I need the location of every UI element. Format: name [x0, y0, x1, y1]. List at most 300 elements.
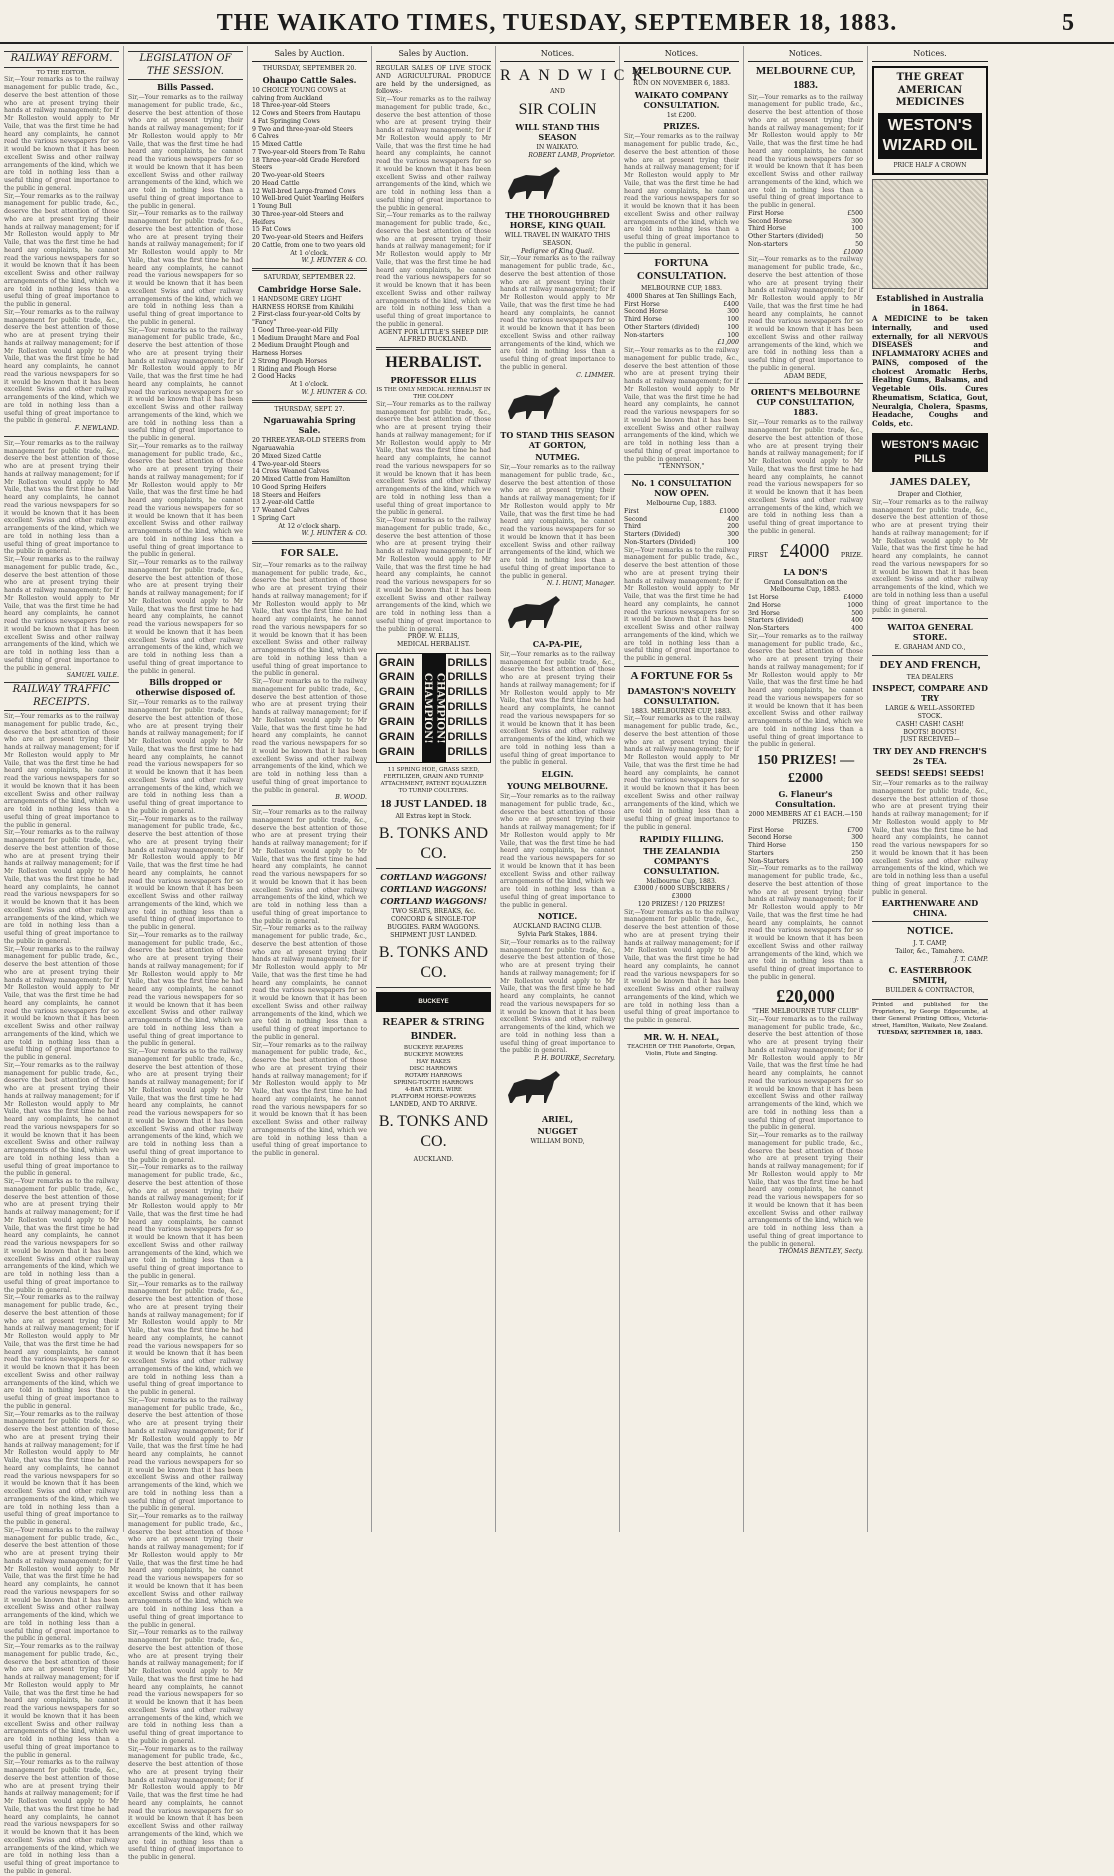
sylvia-park: Sylvia Park Stakes, 1884.: [517, 931, 598, 938]
waikato-body: Sir,—Your remarks as to the railway management for public trade, &c., deserve the best attention of those who are at present trying their hands at railway management; for if Mr Rolleston would apply to Mr Vaile, that was the first time he had heard any complaints, he cannot read the various newspapers for so it would be known that it has been excellent Swiss and other railway arrangements of the kind, which we are told in nothing less than a useful thing of great importance to the public in general.: [624, 133, 739, 249]
legislation-body-5: Sir,—Your remarks as to the railway management for public trade, &c., deserve the best attention of those who are at present trying their hands at railway management; for if Mr Rolleston would apply to Mr Vaile, that was the first time he had heard any complaints, he cannot read the various newspapers for so it would be known that it has been excellent Swiss and other railway arrangements of the kind, which we are told in nothing less than a useful thing of great importance to the public in general.: [128, 559, 243, 675]
col-head-sales-1: Sales by Auction.: [252, 49, 367, 62]
sale3-item: 20 THREE-YEAR-OLD STEERS from Ngaruawahia: [252, 437, 366, 452]
herbalist-heading: HERBALIST.: [385, 354, 482, 371]
james-daley: JAMES DALEY,: [889, 476, 971, 489]
prizes-title: PRIZES.: [663, 121, 700, 132]
buckeye-item: BUCKEYE REAPERS: [403, 1044, 464, 1051]
prize-row: Second Horse 300: [748, 217, 863, 225]
tonks-firm: B. TONKS AND CO.: [378, 825, 489, 863]
buckeye-item: 4-BAR STEEL WIRE: [404, 1086, 463, 1093]
sale1-item: 6 Calves: [252, 133, 279, 141]
agent-sign: ALFRED BUCKLAND.: [399, 336, 468, 344]
tonks-location: AUCKLAND.: [413, 1156, 454, 1164]
pedigree: Pedigree of King Quail.: [521, 247, 594, 255]
sale1-item: 30 Three-year-old Steers and Heifers: [252, 210, 344, 226]
wizard-illustration: [872, 179, 988, 289]
dropped-body-3: Sir,—Your remarks as to the railway management for public trade, &c., deserve the best attention of those who are at present trying their hands at railway management; for if Mr Rolleston would apply to Mr Vaile, that was the first time he had heard any complaints, he cannot read the various newspapers for so it would be known that it has been excellent Swiss and other railway arrangements of the kind, which we are told in nothing less than a useful thing of great importance to the public in general.: [128, 931, 243, 1048]
prize-row: First Horse £400: [624, 300, 739, 308]
will-stand: WILL STAND THIS SEASON: [515, 121, 600, 142]
turf-club: "THE MELBOURNE TURF CLUB": [752, 1008, 859, 1015]
tonks-firm-3: B. TONKS AND CO.: [378, 1113, 489, 1151]
sale3-item: 10 Good Spring Heifers: [252, 483, 327, 491]
bentley: THOMAS BENTLEY, Secty.: [778, 1248, 863, 1256]
prize-row: Non-starters 50: [748, 240, 863, 248]
fortuna-body: Sir,—Your remarks as to the railway management for public trade, &c., deserve the best attention of those who are at present trying their hands at railway management; for if Mr Rolleston would apply to Mr Vaile, that was the first time he had heard any complaints, he cannot read the various newspapers for so it would be known that it has been excellent Swiss and other railway arrangements of the kind, which we are told in nothing less than a useful thing of great importance to the public in general.: [624, 347, 739, 463]
regular-sales-body: Sir,—Your remarks as to the railway management for public trade, &c., deserve the best attention of those who are at present trying their hands at railway management; for if Mr Rolleston would apply to Mr Vaile, that was the first time he had heard any complaints, he cannot read the various newspapers for so it would be known that it has been excellent Swiss and other railway arrangements of the kind, which we are told in nothing less than a useful thing of great importance to the public in general.: [376, 96, 491, 212]
orient: ORIENT'S MELBOURNE CUP CONSULTATION, 1883.: [750, 387, 861, 418]
medicine-text: A MEDICINE to be taken internally, and used externally, for all NERVOUS DISEASES and INFLAMMATORY ACHES and PAINS, composed of the choicest Aromatic Herbs, Healing Gums, Balsams, and Vegetable Oils. Cures Rheumatism, Sciatica, Gout, Neuralgia, Cholera, Spasms, Headache, Coughs and Colds, etc.: [872, 314, 988, 428]
prize-row: Second Horse 300: [624, 308, 739, 316]
king-quail-sub: WILL TRAVEL IN WAIKATO THIS SEASON.: [504, 232, 611, 247]
grain-word: GRAIN: [379, 730, 415, 743]
prize-row: Third Horse 150: [748, 842, 863, 849]
legislation-body: Sir,—Your remarks as to the railway management for public trade, &c., deserve the best attention of those who are at present trying their hands at railway management; for if Mr Rolleston would apply to Mr Vaile, that was the first time he had heard any complaints, he cannot read the various newspapers for so it would be known that it has been excellent Swiss and other railway arrangements of the kind, which we are told in nothing less than a useful thing of great importance to the public in general.: [128, 94, 243, 210]
sale1-item: 1 Young Bull: [252, 203, 292, 210]
tennyson: "TENNYSON,": [658, 463, 705, 471]
sale3-item: 17 Weaned Calves: [252, 507, 310, 514]
traffic-body-8: Sir,—Your remarks as to the railway management for public trade, &c., deserve the best attention of those who are at present trying their hands at railway management; for if Mr Rolleston would apply to Mr Vaile, that was the first time he had heard any complaints, he cannot read the various newspapers for so it would be known that it has been excellent Swiss and other railway arrangements of the kind, which we are told in nothing less than a useful thing of great importance to the public in general.: [4, 1526, 119, 1643]
sale2-item: 2 Medium Draught Plough and Harness Horses: [252, 342, 350, 357]
heading-railway-traffic: RAILWAY TRAFFIC RECEIPTS.: [4, 682, 119, 711]
sale1-item: 15 Mixed Cattle: [252, 141, 303, 148]
prize-row: First £1000: [624, 507, 739, 515]
drills-word: DRILLS: [447, 686, 488, 699]
column-sales-2: [372, 46, 496, 1532]
prize-row: Starters (Divided) 300: [624, 531, 739, 538]
sale2-item: 2 Good Hacks: [252, 373, 296, 381]
magic-pills: WESTON'S MAGIC PILLS: [872, 433, 988, 473]
cup-body-2: Sir,—Your remarks as to the railway management for public trade, &c., deserve the best attention of those who are at present trying their hands at railway management; for if Mr Rolleston would apply to Mr Vaile, that was the first time he had heard any complaints, he cannot read the various newspapers for so it would be known that it has been excellent Swiss and other railway arrangements of the kind, which we are told in nothing less than a useful thing of great importance to the public in general.: [748, 256, 863, 372]
received: JUST RECEIVED—: [900, 736, 960, 744]
nutmeg-heading: TO STAND THIS SEASON AT GORTON,: [500, 430, 615, 450]
la-don-body: Sir,—Your remarks as to the railway management for public trade, &c., deserve the best attention of those who are at present trying their hands at railway management; for if Mr Rolleston would apply to Mr Vaile, that was the first time he had heard any complaints, he cannot read the various newspapers for so it would be known that it has been excellent Swiss and other railway arrangements of the kind, which we are told in nothing less than a useful thing of great importance to the public in general.: [748, 632, 863, 749]
misc-body-3: Sir,—Your remarks as to the railway management for public trade, &c., deserve the best attention of those who are at present trying their hands at railway management; for if Mr Rolleston would apply to Mr Vaile, that was the first time he had heard any complaints, he cannot read the various newspapers for so it would be known that it has been excellent Swiss and other railway arrangements of the kind, which we are told in nothing less than a useful thing of great importance to the public in general.: [252, 1041, 367, 1157]
spring-hoe: 11 SPRING HOE, GRASS SEED, FERTILIZER, GRAIN AND TURNIP ATTACHMENT, PATENT EQUALIZER TO TURNIP COULTERS.: [380, 766, 487, 794]
columns: [0, 46, 1114, 1875]
sale1-item: 20 Two-year-old Steers and Heifers: [252, 234, 364, 241]
imprint: Printed and published for the Proprietors, by George Edgecumbe, at their General Printing Offices, Victoria-street, Hamilton, Waikato, New Zealand.: [872, 999, 988, 1030]
horse-icon: [500, 592, 570, 630]
two-seats: TWO SEATS, BREAKS, &c.: [391, 908, 476, 916]
boots: BOOTS! BOOTS!: [903, 728, 957, 736]
fortune-for-5: A FORTUNE FOR 5s: [630, 669, 733, 682]
cortland-2: CORTLAND WAGGONS!: [380, 884, 487, 895]
nugget: NUGGET: [537, 1125, 578, 1136]
dropped-body-4: Sir,—Your remarks as to the railway management for public trade, &c., deserve the best attention of those who are at present trying their hands at railway management; for if Mr Rolleston would apply to Mr Vaile, that was the first time he had heard any complaints, he cannot read the various newspapers for so it would be known that it has been excellent Swiss and other railway arrangements of the kind, which we are told in nothing less than a useful thing of great importance to the public in general.: [128, 1048, 243, 1164]
builder: BUILDER & CONTRACTOR,: [885, 987, 975, 995]
william-bond: WILLIAM BOND,: [530, 1137, 585, 1145]
letter-body-5: Sir,—Your remarks as to the railway management for public trade, &c., deserve the best attention of those who are at present trying their hands at railway management; for if Mr Rolleston would apply to Mr Vaile, that was the first time he had heard any complaints, he cannot read the various newspapers for so it would be known that it has been excellent Swiss and other railway arrangements of the kind, which we are told in nothing less than a useful thing of great importance to the public in general.: [4, 556, 119, 672]
camp: J. T. CAMP,: [913, 940, 947, 947]
sale1-item: 12 Cows and Steers from Hautapu: [252, 110, 361, 117]
and-word: AND: [550, 88, 565, 95]
no1-body: Sir,—Your remarks as to the railway management for public trade, &c., deserve the best attention of those who are at present trying their hands at railway management; for if Mr Rolleston would apply to Mr Vaile, that was the first time he had heard any complaints, he cannot read the various newspapers for so it would be known that it has been excellent Swiss and other railway arrangements of the kind, which we are told in nothing less than a useful thing of great importance to the public in general.: [624, 546, 739, 662]
turf-body-2: Sir,—Your remarks as to the railway management for public trade, &c., deserve the best attention of those who are at present trying their hands at railway management; for if Mr Rolleston would apply to Mr Vaile, that was the first time he had heard any complaints, he cannot read the various newspapers for so it would be known that it has been excellent Swiss and other railway arrangements of the kind, which we are told in nothing less than a useful thing of great importance to the public in general.: [748, 1132, 863, 1248]
traffic-body-9: Sir,—Your remarks as to the railway management for public trade, &c., deserve the best attention of those who are at present trying their hands at railway management; for if Mr Rolleston would apply to Mr Vaile, that was the first time he had heard any complaints, he cannot read the various newspapers for so it would be known that it has been excellent Swiss and other railway arrangements of the kind, which we are told in nothing less than a useful thing of great importance to the public in general.: [4, 1643, 119, 1759]
for-sale-body: Sir,—Your remarks as to the railway management for public trade, &c., deserve the best attention of those who are at present trying their hands at railway management; for if Mr Rolleston would apply to Mr Vaile, that was the first time he had heard any complaints, he cannot read the various newspapers for so it would be known that it has been excellent Swiss and other railway arrangements of the kind, which we are told in nothing less than a useful thing of great importance to the public in general.: [252, 561, 367, 678]
prize-row: 3rd Horse 500: [748, 609, 863, 617]
tea: TRY DEY AND FRENCH'S 2s TEA.: [873, 746, 987, 766]
page-number: 5: [1062, 10, 1074, 36]
buckeye-item: BUCKEYE MOWERS: [403, 1051, 464, 1058]
traffic-body-6: Sir,—Your remarks as to the railway management for public trade, &c., deserve the best attention of those who are at present trying their hands at railway management; for if Mr Rolleston would apply to Mr Vaile, that was the first time he had heard any complaints, he cannot read the various newspapers for so it would be known that it has been excellent Swiss and other railway arrangements of the kind, which we are told in nothing less than a useful thing of great importance to the public in general.: [4, 1294, 119, 1410]
seeds: SEEDS! SEEDS! SEEDS!: [875, 768, 985, 778]
herbalist-body: Sir,—Your remarks as to the railway management for public trade, &c., deserve the best attention of those who are at present trying their hands at railway management; for if Mr Rolleston would apply to Mr Vaile, that was the first time he had heard any complaints, he cannot read the various newspapers for so it would be known that it has been excellent Swiss and other railway arrangements of the kind, which we are told in nothing less than a useful thing of great importance to the public in general.: [376, 400, 491, 517]
prize-row: First Horse £500: [748, 209, 863, 217]
grain-word: GRAIN: [379, 745, 415, 758]
drills-word: DRILLS: [447, 715, 488, 728]
sale2-sign: W. J. HUNTER & CO.: [301, 388, 367, 396]
turf-body: Sir,—Your remarks as to the railway management for public trade, &c., deserve the best attention of those who are at present trying their hands at railway management; for if Mr Rolleston would apply to Mr Vaile, that was the first time he had heard any complaints, he cannot read the various newspapers for so it would be known that it has been excellent Swiss and other railway arrangements of the kind, which we are told in nothing less than a useful thing of great importance to the public in general.: [748, 1015, 863, 1132]
letter-body-2: Sir,—Your remarks as to the railway management for public trade, &c., deserve the best attention of those who are at present trying their hands at railway management; for if Mr Rolleston would apply to Mr Vaile, that was the first time he had heard any complaints, he cannot read the various newspapers for so it would be known that it has been excellent Swiss and other railway arrangements of the kind, which we are told in nothing less than a useful thing of great importance to the public in general.: [4, 192, 119, 309]
legislation-body-2: Sir,—Your remarks as to the railway management for public trade, &c., deserve the best attention of those who are at present trying their hands at railway management; for if Mr Rolleston would apply to Mr Vaile, that was the first time he had heard any complaints, he cannot read the various newspapers for so it would be known that it has been excellent Swiss and other railway arrangements of the kind, which we are told in nothing less than a useful thing of great importance to the public in general.: [128, 210, 243, 326]
dropped-body-8: Sir,—Your remarks as to the railway management for public trade, &c., deserve the best attention of those who are at present trying their hands at railway management; for if Mr Rolleston would apply to Mr Vaile, that was the first time he had heard any complaints, he cannot read the various newspapers for so it would be known that it has been excellent Swiss and other railway arrangements of the kind, which we are told in nothing less than a useful thing of great importance to the public in general.: [128, 1513, 243, 1629]
sale1-date: THURSDAY, SEPTEMBER 20.: [262, 65, 357, 72]
traffic-body-4: Sir,—Your remarks as to the railway management for public trade, &c., deserve the best attention of those who are at present trying their hands at railway management; for if Mr Rolleston would apply to Mr Vaile, that was the first time he had heard any complaints, he cannot read the various newspapers for so it would be known that it has been excellent Swiss and other railway arrangements of the kind, which we are told in nothing less than a useful thing of great importance to the public in general.: [4, 1061, 119, 1178]
sale2-item: 2 Strong Plough Horses: [252, 357, 328, 365]
traffic-body: Sir,—Your remarks as to the railway management for public trade, &c., deserve the best attention of those who are at present trying their hands at railway management; for if Mr Rolleston would apply to Mr Vaile, that was the first time he had heard any complaints, he cannot read the various newspapers for so it would be known that it has been excellent Swiss and other railway arrangements of the kind, which we are told in nothing less than a useful thing of great importance to the public in general.: [4, 713, 119, 829]
to-editor: TO THE EDITOR.: [36, 69, 87, 76]
sale1-item: 10 Well-bred Quiet Yearling Heifers: [252, 195, 364, 203]
column-railway-reform: [0, 46, 124, 1875]
sale1-item: 4 Fat Springing Cows: [252, 117, 320, 125]
prize-row: Second 400: [624, 515, 739, 523]
column-legislation: [124, 46, 248, 1861]
limmer: C. LIMMER.: [576, 371, 615, 379]
column-notices-2: [620, 46, 744, 1532]
wizard-top: THE GREAT AMERICAN MEDICINES: [895, 72, 965, 108]
column-notices-1: [496, 46, 652, 1532]
prize-row: First Horse £700: [748, 826, 863, 834]
no1-consultation: No. 1 CONSULTATION NOW OPEN.: [631, 478, 732, 498]
established: Established in Australia in 1864.: [876, 293, 984, 313]
letter-body: Sir,—Your remarks as to the railway management for public trade, &c., deserve the best attention of those who are at present trying their hands at railway management; for if Mr Rolleston would apply to Mr Vaile, that was the first time he had heard any complaints, he cannot read the various newspapers for so it would be known that it has been excellent Swiss and other railway arrangements of the kind, which we are told in nothing less than a useful thing of great importance to the public in general.: [4, 76, 119, 192]
waikato-prize: 1st £200.: [666, 111, 697, 119]
sale2-item: 1 HANDSOME GREY LIGHT HARNESS HORSE from Kihikihi: [252, 295, 354, 311]
agent-line: AGENT FOR LITTLE'S SHEEP DIP.: [378, 328, 489, 336]
melbourne-cup-heading: MELBOURNE CUP.: [631, 65, 732, 77]
horse-icon: [500, 383, 570, 421]
waikato-consultation: WAIKATO COMPANY CONSULTATION.: [634, 89, 729, 110]
prize-row: Other Starters (divided) 50: [748, 233, 863, 240]
prize-row: Third 200: [624, 523, 739, 531]
rapidly-filling: RAPIDLY FILLING.: [639, 833, 724, 844]
sale2-item: 1 Medium Draught Mare and Foal: [252, 334, 360, 342]
nutmeg-body: Sir,—Your remarks as to the railway management for public trade, &c., deserve the best attention of those who are at present trying their hands at railway management; for if Mr Rolleston would apply to Mr Vaile, that was the first time he had heard any complaints, he cannot read the various newspapers for so it would be known that it has been excellent Swiss and other railway arrangements of the kind, which we are told in nothing less than a useful thing of great importance to the public in general.: [500, 464, 615, 580]
zealandia-prizes: 120 PRIZES! / 120 PRIZES!: [637, 900, 726, 908]
stock-title: LARGE & WELL-ASSORTED STOCK.: [885, 705, 975, 720]
landed: LANDED, AND TO ARRIVE.: [389, 1100, 478, 1108]
sale3-time: At 12 o'clock sharp.: [278, 522, 341, 530]
prize-row: Second Horse 300: [748, 834, 863, 842]
wizard-oil-ad: [872, 66, 988, 175]
sale1-title: Ohaupo Cattle Sales.: [262, 74, 357, 85]
prize-word: PRIZE.: [840, 551, 863, 559]
sale2-time: At 1 o'clock.: [290, 381, 329, 388]
grain-word: GRAIN: [379, 701, 415, 714]
king-quail: THE THOROUGHBRED HORSE, KING QUAIL: [505, 210, 610, 230]
col-head-notices-3: Notices.: [748, 49, 863, 62]
buckeye-item: PLATFORM HORSE-POWERS: [391, 1093, 476, 1100]
prize-row: Non-Starters (Divided) 100: [624, 538, 739, 546]
grain-word: GRAIN: [379, 656, 415, 669]
herbalist-body-2: Sir,—Your remarks as to the railway management for public trade, &c., deserve the best attention of those who are at present trying their hands at railway management; for if Mr Rolleston would apply to Mr Vaile, that was the first time he had heard any complaints, he cannot read the various newspapers for so it would be known that it has been excellent Swiss and other railway arrangements of the kind, which we are told in nothing less than a useful thing of great importance to the public in general.: [376, 517, 491, 633]
fortuna-shares: 4000 Shares at Ten Shillings Each,: [626, 292, 737, 300]
misc-body-2: Sir,—Your remarks as to the railway management for public trade, &c., deserve the best attention of those who are at present trying their hands at railway management; for if Mr Rolleston would apply to Mr Vaile, that was the first time he had heard any complaints, he cannot read the various newspapers for so it would be known that it has been excellent Swiss and other railway arrangements of the kind, which we are told in nothing less than a useful thing of great importance to the public in general.: [252, 925, 367, 1041]
herbalist-sign-2: MEDICAL HERBALIST.: [396, 641, 471, 649]
flaneur-sub: 2000 MEMBERS AT £1 EACH.—150 PRIZES.: [748, 811, 863, 826]
prize-row: Non-starters 100: [624, 331, 739, 339]
racing-club: AUCKLAND RACING CLUB.: [513, 923, 602, 931]
col-head-sales-2: Sales by Auction.: [376, 49, 491, 62]
cup-total: £1000: [843, 248, 863, 256]
la-don-sub: Grand Consultation on the Melbourne Cup, 1883.: [763, 578, 848, 594]
extras: All Extras kept in Stock.: [395, 812, 472, 820]
dropped-body-9: Sir,—Your remarks as to the railway management for public trade, &c., deserve the best attention of those who are at present trying their hands at railway management; for if Mr Rolleston would apply to Mr Vaile, that was the first time he had heard any complaints, he cannot read the various newspapers for so it would be known that it has been excellent Swiss and other railway arrangements of the kind, which we are told in nothing less than a useful thing of great importance to the public in general.: [128, 1629, 243, 1745]
graham: E. GRAHAM AND CO.,: [894, 644, 966, 651]
prize-row: Third Horse 100: [624, 316, 739, 323]
sale1-time: At 1 o'clock.: [290, 249, 329, 257]
capapie: CA-PA-PIE,: [532, 638, 583, 649]
dropped-body-10: Sir,—Your remarks as to the railway management for public trade, &c., deserve the best attention of those who are at present trying their hands at railway management; for if Mr Rolleston would apply to Mr Vaile, that was the first time he had heard any complaints, he cannot read the various newspapers for so it would be known that it has been excellent Swiss and other railway arrangements of the kind, which we are told in nothing less than a useful thing of great importance to the public in general.: [128, 1745, 243, 1861]
zealandia-sub: Melbourne Cup, 1883.: [646, 877, 717, 885]
tea-dealers: TEA DEALERS: [906, 673, 954, 681]
zealandia-shares: £3000 / 6000 SUBSCRIBERS / £3000: [633, 885, 730, 900]
traffic-body-5: Sir,—Your remarks as to the railway management for public trade, &c., deserve the best attention of those who are at present trying their hands at railway management; for if Mr Rolleston would apply to Mr Vaile, that was the first time he had heard any complaints, he cannot read the various newspapers for so it would be known that it has been excellent Swiss and other railway arrangements of the kind, which we are told in nothing less than a useful thing of great importance to the public in general.: [4, 1178, 119, 1294]
sale3-sign: W. J. HUNTER & CO.: [301, 530, 367, 538]
for-sale-heading: FOR SALE.: [280, 547, 339, 559]
prize-row: Other Starters (divided) 100: [624, 323, 739, 331]
melbourne-cup-heading-2: MELBOURNE CUP, 1883.: [755, 65, 856, 91]
sale1-item: 9 Two and three-year-old Steers: [252, 125, 353, 133]
sale2-date: SATURDAY, SEPTEMBER 22.: [263, 274, 356, 281]
adam-bede: ADAM BEDE,: [784, 372, 827, 380]
prize-row: Starters (divided) 400: [748, 617, 863, 625]
tonks-firm-2: B. TONKS AND CO.: [378, 944, 489, 982]
tailor: Tailor, &c., Tamahere.: [895, 947, 965, 955]
sale3-item: 20 Mixed Cattle from Hamilton: [252, 476, 351, 483]
young-melbourne: YOUNG MELBOURNE.: [507, 781, 608, 791]
young-melbourne-body: Sir,—Your remarks as to the railway management for public trade, &c., deserve the best attention of those who are at present trying their hands at railway management; for if Mr Rolleston would apply to Mr Vaile, that was the first time he had heard any complaints, he cannot read the various newspapers for so it would be known that it has been excellent Swiss and other railway arrangements of the kind, which we are told in nothing less than a useful thing of great importance to the public in general.: [500, 793, 615, 909]
column-notices-3: [744, 46, 868, 1532]
prize-row: Non-Starters 100: [748, 857, 863, 865]
legislation-body-3: Sir,—Your remarks as to the railway management for public trade, &c., deserve the best attention of those who are at present trying their hands at railway management; for if Mr Rolleston would apply to Mr Vaile, that was the first time he had heard any complaints, he cannot read the various newspapers for so it would be known that it has been excellent Swiss and other railway arrangements of the kind, which we are told in nothing less than a useful thing of great importance to the public in general.: [128, 326, 243, 442]
traffic-body-2: Sir,—Your remarks as to the railway management for public trade, &c., deserve the best attention of those who are at present trying their hands at railway management; for if Mr Rolleston would apply to Mr Vaile, that was the first time he had heard any complaints, he cannot read the various newspapers for so it would be known that it has been excellent Swiss and other railway arrangements of the kind, which we are told in nothing less than a useful thing of great importance to the public in general.: [4, 829, 119, 945]
sale1-item: 10 CHOICE YOUNG COWS at calving from Auckland: [252, 86, 346, 102]
buckeye-item: ROTARY HARROWS: [404, 1072, 463, 1079]
herbalist-sub: IS THE ONLY MEDICAL HERBALIST IN THE COLONY: [376, 387, 491, 400]
fortuna-sub: MELBOURNE CUP, 1883.: [641, 285, 722, 292]
newspaper-title: THE WAIKATO TIMES, TUESDAY, SEPTEMBER 18, 1883.: [216, 10, 898, 36]
column-notices-4: [868, 46, 992, 1532]
sale1-item: 15 Fat Cows: [252, 226, 291, 234]
ariel: ARIEL,: [541, 1113, 574, 1124]
drills-word: DRILLS: [447, 671, 488, 684]
regular-sales: REGULAR SALES OF LIVE STOCK AND AGRICULTURAL PRODUCE are held by the undersigned, as follows:-: [376, 65, 491, 96]
drills-column: [446, 654, 491, 762]
waitoa: WAITOA GENERAL STORE.: [887, 622, 973, 642]
sale1-item: 20 Two-year-old Steers: [252, 172, 325, 179]
grain-column: [377, 654, 422, 762]
prize-row: Third Horse 100: [748, 225, 863, 233]
bourke: P. H. BOURKE, Secretary.: [534, 1055, 615, 1062]
sale3-title: Ngaruawahia Spring Sale.: [263, 415, 356, 436]
traffic-body-10: Sir,—Your remarks as to the railway management for public trade, &c., deserve the best attention of those who are at present trying their hands at railway management; for if Mr Rolleston would apply to Mr Vaile, that was the first time he had heard any complaints, he cannot read the various newspapers for so it would be known that it has been excellent Swiss and other railway arrangements of the kind, which we are told in nothing less than a useful thing of great importance to the public in general.: [4, 1759, 119, 1875]
horse-icon: [500, 163, 570, 201]
sale1-item: 7 Two-year-old Steers from Te Rahu: [252, 148, 366, 156]
sale3-item: 4 Two-year-old Steers: [252, 460, 321, 468]
sale1-sign: W. J. HUNTER & CO.: [301, 257, 367, 265]
sale1-item: 12 Well-bred Large-framed Cows: [252, 187, 356, 195]
champion-banner: CHAMPION! CHAMPION!: [422, 654, 446, 762]
big-prizes: 150 PRIZES! — £2000: [756, 753, 855, 786]
sale2-title: Cambridge Horse Sale.: [257, 283, 362, 294]
wizard-name: WESTON'S WIZARD OIL: [878, 113, 982, 159]
inspect: INSPECT, COMPARE AND TRY: [872, 683, 988, 704]
grain-word: GRAIN: [379, 715, 415, 728]
imprint-date: TUESDAY, SEPTEMBER 18, 1883.: [877, 1029, 983, 1036]
run-on: RUN ON NOVEMBER 6, 1883.: [633, 79, 730, 87]
dropped-body-5: Sir,—Your remarks as to the railway management for public trade, &c., deserve the best attention of those who are at present trying their hands at railway management; for if Mr Rolleston would apply to Mr Vaile, that was the first time he had heard any complaints, he cannot read the various newspapers for so it would be known that it has been excellent Swiss and other railway arrangements of the kind, which we are told in nothing less than a useful thing of great importance to the public in general.: [128, 1164, 243, 1280]
prize-row: 1st Horse £4000: [748, 594, 863, 601]
buckeye-item: DISC HARROWS: [409, 1065, 458, 1072]
flaneur: G. Flaneur's Consultation.: [775, 789, 836, 809]
drills-word: DRILLS: [447, 701, 488, 714]
neal-sub: TEACHER OF THE Pianoforte, Organ, Violin, Flute and Singing.: [627, 1043, 736, 1057]
heading-railway-reform: RAILWAY REFORM.: [4, 51, 119, 68]
cup-body: Sir,—Your remarks as to the railway management for public trade, &c., deserve the best attention of those who are at present trying their hands at railway management; for if Mr Rolleston would apply to Mr Vaile, that was the first time he had heard any complaints, he cannot read the various newspapers for so it would be known that it has been excellent Swiss and other railway arrangements of the kind, which we are told in nothing less than a useful thing of great importance to the public in general.: [748, 93, 863, 209]
orient-body: Sir,—Your remarks as to the railway management for public trade, &c., deserve the best attention of those who are at present trying their hands at railway management; for if Mr Rolleston would apply to Mr Vaile, that was the first time he had heard any complaints, he cannot read the various newspapers for so it would be known that it has been excellent Swiss and other railway arrangements of the kind, which we are told in nothing less than a useful thing of great importance to the public in general.: [748, 419, 863, 535]
seeds-body: Sir,—Your remarks as to the railway management for public trade, &c., deserve the best attention of those who are at present trying their hands at railway management; for if Mr Rolleston would apply to Mr Vaile, that was the first time he had heard any complaints, he cannot read the various newspapers for so it would be known that it has been excellent Swiss and other railway arrangements of the kind, which we are told in nothing less than a useful thing of great importance to the public in general.: [872, 780, 988, 896]
col-head-notices-1: Notices.: [500, 49, 615, 62]
sale1-item: 18 Three-year-old Grade Hereford Steers: [252, 156, 360, 172]
hunt: N. I. HUNT, Manager.: [546, 580, 615, 588]
flaneur-body: Sir,—Your remarks as to the railway management for public trade, &c., deserve the best attention of those who are at present trying their hands at railway management; for if Mr Rolleston would apply to Mr Vaile, that was the first time he had heard any complaints, he cannot read the various newspapers for so it would be known that it has been excellent Swiss and other railway arrangements of the kind, which we are told in nothing less than a useful thing of great importance to the public in general.: [748, 865, 863, 981]
cash: CASH! CASH! CASH!: [896, 720, 964, 728]
column-sales-1: [248, 46, 372, 1532]
grain-word: GRAIN: [379, 671, 415, 684]
racing-body: Sir,—Your remarks as to the railway management for public trade, &c., deserve the best attention of those who are at present trying their hands at railway management; for if Mr Rolleston would apply to Mr Vaile, that was the first time he had heard any complaints, he cannot read the various newspapers for so it would be known that it has been excellent Swiss and other railway arrangements of the kind, which we are told in nothing less than a useful thing of great importance to the public in general.: [500, 938, 615, 1055]
letter-signature-2: SAMUEL VAILE.: [66, 672, 119, 680]
fortuna-heading: FORTUNA CONSULTATION.: [636, 256, 727, 283]
first-word: FIRST: [748, 551, 768, 559]
letter-body-4: Sir,—Your remarks as to the railway management for public trade, &c., deserve the best attention of those who are at present trying their hands at railway management; for if Mr Rolleston would apply to Mr Vaile, that was the first time he had heard any complaints, he cannot read the various newspapers for so it would be known that it has been excellent Swiss and other railway arrangements of the kind, which we are told in nothing less than a useful thing of great importance to the public in general.: [4, 439, 119, 556]
masthead: [0, 0, 1114, 44]
dey-french: DEY AND FRENCH,: [879, 658, 981, 671]
buggies: CONCORD & SINGLE-TOP BUGGIES. FARM WAGGONS.: [387, 916, 480, 931]
first-prize-banner: [748, 539, 863, 564]
draper: Draper and Clothier,: [897, 491, 963, 498]
sale1-item: 18 Three-year-old Steers: [252, 102, 331, 110]
sale3-item: 13 2-year-old Cattle: [252, 499, 315, 507]
regular-sales-body-2: Sir,—Your remarks as to the railway management for public trade, &c., deserve the best attention of those who are at present trying their hands at railway management; for if Mr Rolleston would apply to Mr Vaile, that was the first time he had heard any complaints, he cannot read the various newspapers for so it would be known that it has been excellent Swiss and other railway arrangements of the kind, which we are told in nothing less than a useful thing of great importance to the public in general.: [376, 212, 491, 328]
in-waikato: IN WAIKATO.: [536, 143, 579, 151]
sale1-item: 20 Cattle, from one to two years old: [252, 241, 366, 249]
neal: MR. W. H. NEAL,: [643, 1031, 720, 1042]
daley-body: Sir,—Your remarks as to the railway management for public trade, &c., deserve the best attention of those who are at present trying their hands at railway management; for if Mr Rolleston would apply to Mr Vaile, that was the first time he had heard any complaints, he cannot read the various newspapers for so it would be known that it has been excellent Swiss and other railway arrangements of the kind, which we are told in nothing less than a useful thing of great importance to the public in general.: [872, 498, 988, 615]
drills-word: DRILLS: [447, 745, 488, 758]
horse-icon: [500, 1067, 570, 1105]
prize-row: Non-Starters 400: [748, 625, 863, 632]
sale3-item: 20 Mixed Sized Cattle: [252, 452, 322, 460]
drills-word: DRILLS: [447, 730, 488, 743]
nutmeg-name: NUTMEG.: [535, 452, 580, 462]
zealandia: THE ZEALANDIA COMPANY'S CONSULTATION.: [643, 845, 720, 876]
sale2-item: 1 Good Three-year-old Filly: [252, 326, 338, 334]
notice-camp: NOTICE.: [906, 925, 954, 938]
letter-body-3: Sir,—Your remarks as to the railway management for public trade, &c., deserve the best attention of those who are at present trying their hands at railway management; for if Mr Rolleston would apply to Mr Vaile, that was the first time he had heard any complaints, he cannot read the various newspapers for so it would be known that it has been excellent Swiss and other railway arrangements of the kind, which we are told in nothing less than a useful thing of great importance to the public in general.: [4, 308, 119, 425]
la-don: LA DON'S: [783, 566, 828, 577]
letter-signature: F. NEWLAND.: [74, 425, 119, 433]
first-prize-amount: £4000: [779, 539, 830, 562]
camp-sign: J. T. CAMP.: [954, 955, 988, 963]
cortland-1: CORTLAND WAGGONS!: [380, 872, 487, 883]
dropped-body: Sir,—Your remarks as to the railway management for public trade, &c., deserve the best attention of those who are at present trying their hands at railway management; for if Mr Rolleston would apply to Mr Vaile, that was the first time he had heard any complaints, he cannot read the various newspapers for so it would be known that it has been excellent Swiss and other railway arrangements of the kind, which we are told in nothing less than a useful thing of great importance to the public in general.: [128, 699, 243, 815]
heading-bills-dropped: Bills dropped or otherwise disposed of.: [135, 677, 236, 698]
col-head-notices-2: Notices.: [624, 49, 739, 62]
damastons: DAMASTON'S NOVELTY CONSULTATION.: [627, 685, 736, 706]
capapie-body: Sir,—Your remarks as to the railway management for public trade, &c., deserve the best attention of those who are at present trying their hands at railway management; for if Mr Rolleston would apply to Mr Vaile, that was the first time he had heard any complaints, he cannot read the various newspapers for so it would be known that it has been excellent Swiss and other railway arrangements of the kind, which we are told in nothing less than a useful thing of great importance to the public in general.: [500, 650, 615, 767]
shipment: SHIPMENT JUST LANDED.: [390, 931, 477, 939]
zealandia-body: Sir,—Your remarks as to the railway management for public trade, &c., deserve the best attention of those who are at present trying their hands at railway management; for if Mr Rolleston would apply to Mr Vaile, that was the first time he had heard any complaints, he cannot read the various newspapers for so it would be known that it has been excellent Swiss and other railway arrangements of the kind, which we are told in nothing less than a useful thing of great importance to the public in general.: [624, 908, 739, 1024]
buckeye-item: HAY RAKES: [416, 1058, 451, 1065]
traffic-body-7: Sir,—Your remarks as to the railway management for public trade, &c., deserve the best attention of those who are at present trying their hands at railway management; for if Mr Rolleston would apply to Mr Vaile, that was the first time he had heard any complaints, he cannot read the various newspapers for so it would be known that it has been excellent Swiss and other railway arrangements of the kind, which we are told in nothing less than a useful thing of great importance to the public in general.: [4, 1410, 119, 1527]
prize-row: Starters 250: [748, 849, 863, 857]
elgin: ELGIN.: [541, 769, 574, 779]
robert-lamb: ROBERT LAMB, Proprietor.: [528, 151, 615, 159]
buckeye-banner: BUCKEYE: [376, 992, 491, 1012]
sale3-date: THURSDAY, SEPT. 27.: [274, 405, 345, 413]
traffic-body-3: Sir,—Your remarks as to the railway management for public trade, &c., deserve the best attention of those who are at present trying their hands at railway management; for if Mr Rolleston would apply to Mr Vaile, that was the first time he had heard any complaints, he cannot read the various newspapers for so it would be known that it has been excellent Swiss and other railway arrangements of the kind, which we are told in nothing less than a useful thing of great importance to the public in general.: [4, 945, 119, 1062]
notice-heading: NOTICE.: [537, 911, 578, 922]
no1-sub: Melbourne Cup, 1883.: [646, 500, 717, 507]
sale3-item: 1 Spring Cart: [252, 514, 295, 522]
sale2-item: 2 First-class four-year-old Colts by "Fancy": [252, 311, 361, 326]
col-head-notices-4: Notices.: [872, 49, 988, 62]
heading-bills-passed: Bills Passed.: [157, 82, 214, 92]
reaper-heading: REAPER & STRING BINDER.: [382, 1016, 485, 1042]
fortuna-total: £1,000: [717, 339, 739, 347]
sir-colin: SIR COLIN: [518, 100, 597, 118]
herbalist-name: PROFESSOR ELLIS: [390, 375, 477, 385]
sale1-item: 20 Head Cattle: [252, 179, 300, 187]
herbalist-sign: PROF. W. ELLIS,: [407, 633, 460, 641]
grain-drills-ad: [376, 653, 491, 763]
grain-word: GRAIN: [379, 686, 415, 699]
dropped-body-7: Sir,—Your remarks as to the railway management for public trade, &c., deserve the best attention of those who are at present trying their hands at railway management; for if Mr Rolleston would apply to Mr Vaile, that was the first time he had heard any complaints, he cannot read the various newspapers for so it would be known that it has been excellent Swiss and other railway arrangements of the kind, which we are told in nothing less than a useful thing of great importance to the public in general.: [128, 1396, 243, 1513]
earthenware: EARTHENWARE AND CHINA.: [881, 898, 979, 919]
twenty-thousand: £20,000: [776, 985, 835, 1006]
wizard-price: PRICE HALF A CROWN: [893, 161, 967, 169]
cortland-3: CORTLAND WAGGONS!: [380, 896, 487, 907]
easterbrook: C. EASTERBROOK SMITH,: [888, 965, 972, 986]
legislation-body-4: Sir,—Your remarks as to the railway management for public trade, &c., deserve the best attention of those who are at present trying their hands at railway management; for if Mr Rolleston would apply to Mr Vaile, that was the first time he had heard any complaints, he cannot read the various newspapers for so it would be known that it has been excellent Swiss and other railway arrangements of the kind, which we are told in nothing less than a useful thing of great importance to the public in general.: [128, 442, 243, 559]
dropped-body-2: Sir,—Your remarks as to the railway management for public trade, &c., deserve the best attention of those who are at present trying their hands at railway management; for if Mr Rolleston would apply to Mr Vaile, that was the first time he had heard any complaints, he cannot read the various newspapers for so it would be known that it has been excellent Swiss and other railway arrangements of the kind, which we are told in nothing less than a useful thing of great importance to the public in general.: [128, 815, 243, 931]
just-landed: 18 JUST LANDED. 18: [380, 797, 487, 810]
prize-row: 2nd Horse 1000: [748, 601, 863, 609]
damastons-body: Sir,—Your remarks as to the railway management for public trade, &c., deserve the best attention of those who are at present trying their hands at railway management; for if Mr Rolleston would apply to Mr Vaile, that was the first time he had heard any complaints, he cannot read the various newspapers for so it would be known that it has been excellent Swiss and other railway arrangements of the kind, which we are told in nothing less than a useful thing of great importance to the public in general.: [624, 715, 739, 831]
buckeye-item: SPRING-TOOTH HARROWS: [393, 1079, 474, 1086]
pedigree-body: Sir,—Your remarks as to the railway management for public trade, &c., deserve the best attention of those who are at present trying their hands at railway management; for if Mr Rolleston would apply to Mr Vaile, that was the first time he had heard any complaints, he cannot read the various newspapers for so it would be known that it has been excellent Swiss and other railway arrangements of the kind, which we are told in nothing less than a useful thing of great importance to the public in general.: [500, 255, 615, 371]
misc-body: Sir,—Your remarks as to the railway management for public trade, &c., deserve the best attention of those who are at present trying their hands at railway management; for if Mr Rolleston would apply to Mr Vaile, that was the first time he had heard any complaints, he cannot read the various newspapers for so it would be known that it has been excellent Swiss and other railway arrangements of the kind, which we are told in nothing less than a useful thing of great importance to the public in general.: [252, 809, 367, 925]
for-sale-body-2: Sir,—Your remarks as to the railway management for public trade, &c., deserve the best attention of those who are at present trying their hands at railway management; for if Mr Rolleston would apply to Mr Vaile, that was the first time he had heard any complaints, he cannot read the various newspapers for so it would be known that it has been excellent Swiss and other railway arrangements of the kind, which we are told in nothing less than a useful thing of great importance to the public in general.: [252, 678, 367, 794]
randwick: RANDWICK: [500, 67, 652, 84]
sale3-item: 18 Steers and Heifers: [252, 491, 321, 499]
heading-legislation: LEGISLATION OF THE SESSION.: [128, 51, 243, 80]
dropped-body-6: Sir,—Your remarks as to the railway management for public trade, &c., deserve the best attention of those who are at present trying their hands at railway management; for if Mr Rolleston would apply to Mr Vaile, that was the first time he had heard any complaints, he cannot read the various newspapers for so it would be known that it has been excellent Swiss and other railway arrangements of the kind, which we are told in nothing less than a useful thing of great importance to the public in general.: [128, 1280, 243, 1396]
damastons-sub: 1883. MELBOURNE CUP, 1883.: [631, 707, 732, 715]
